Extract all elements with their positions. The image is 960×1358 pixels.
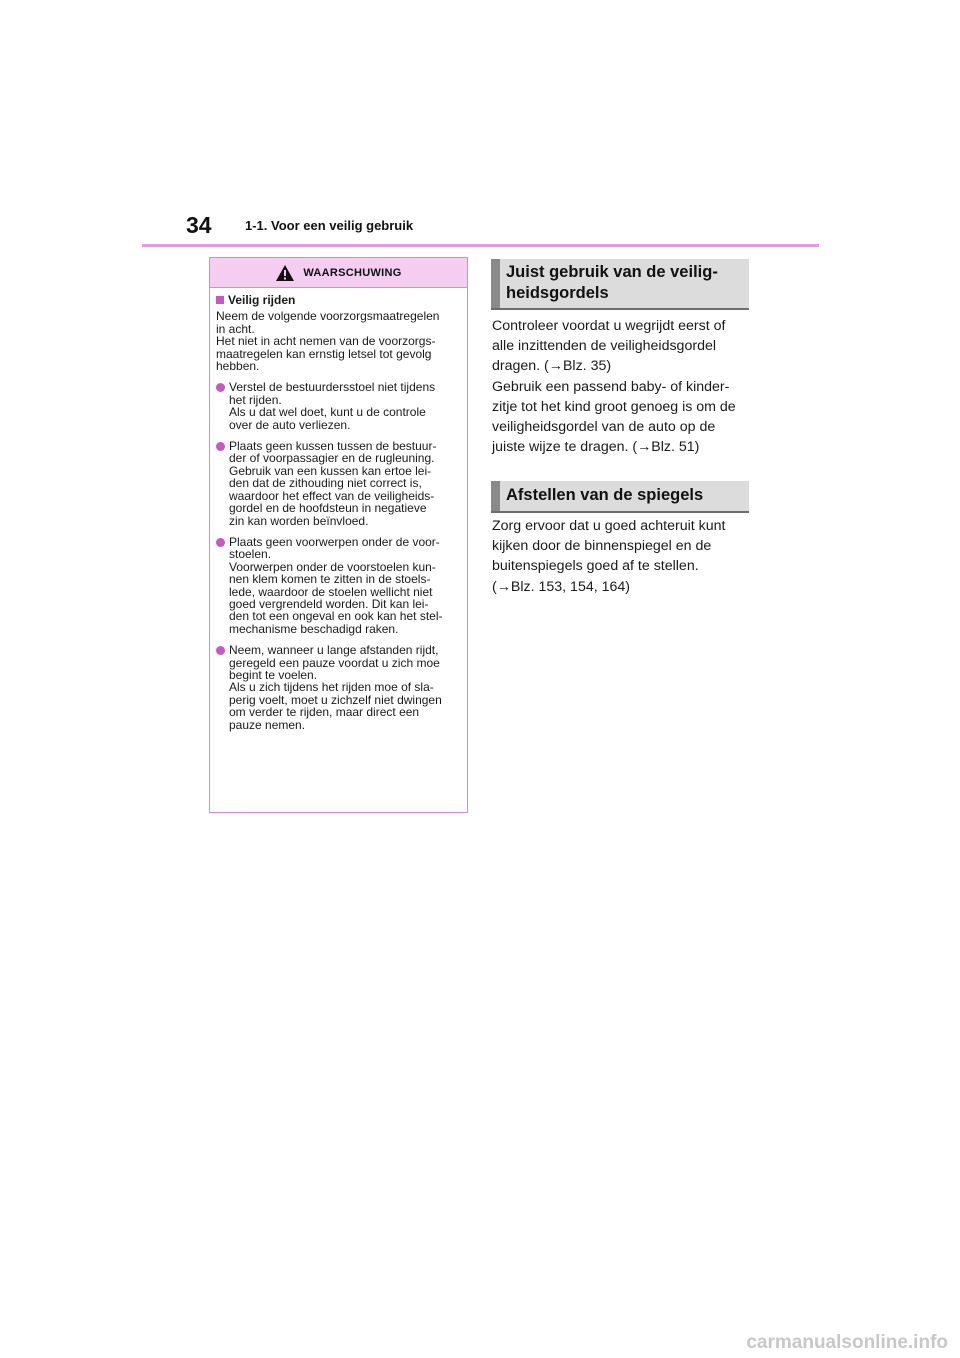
warning-heading [216, 294, 459, 306]
warning-header [210, 258, 467, 288]
body-line: buitenspiegels goed af te stellen. [492, 558, 699, 575]
warning-box [209, 257, 468, 813]
round-bullet-icon [216, 646, 225, 655]
round-bullet-icon [216, 538, 225, 547]
body-line: (→Blz. 153, 154, 164) [492, 578, 631, 595]
body-line: veiligheidsgordel van de auto op de [492, 419, 716, 436]
section-title: 1-1. Voor een veilig gebruik [245, 218, 414, 233]
warning-body [210, 288, 467, 731]
body-line: dragen. (→Blz. 35) [492, 358, 612, 375]
warning-list-item [216, 440, 459, 527]
warning-list-item [216, 536, 459, 635]
body-line: zitje tot het kind groot genoeg is om de [492, 398, 736, 415]
body-line: kijken door de binnenspiegel en de [492, 538, 712, 555]
round-bullet-icon [216, 383, 225, 392]
warning-item-text: Verstel de bestuurdersstoel niet tijdens het rijden. Als u dat wel doet, kunt u de controle over de auto verliezen. [229, 380, 436, 432]
warning-list-item [216, 381, 459, 431]
warning-title: WAARSCHUWING [303, 266, 402, 279]
square-bullet-icon [216, 296, 224, 304]
page-number: 34 [186, 212, 212, 238]
warning-heading-text: Veilig rijden [228, 293, 296, 307]
body-line: Controleer voordat u wegrijdt eerst of [492, 318, 726, 334]
body-line: juiste wijze te dragen. (→Blz. 51) [492, 439, 700, 456]
seatbelt-section-heading: Juist gebruik van de veilig- heidsgordels [491, 259, 749, 308]
warning-intro: Neem de volgende voorzorgsmaatregelen in acht. Het niet in acht nemen van de voorzorgs- maatregelen kan ernstig letsel tot gevolg hebben. [216, 309, 440, 374]
header-divider [142, 244, 819, 247]
warning-item-text: Plaats geen kussen tussen de bestuur- der of voorpassagier en de rugleuning. Gebruik van een kussen kan ertoe lei- den dat de zithouding niet correct is, waardoor het effect van de veiligheids- gordel en de hoofdsteun in negatieve zin kan worden beïnvloed. [229, 439, 437, 528]
warning-item-text: Plaats geen voorwerpen onder de voor- stoelen. Voorwerpen onder de voorstoelen kun- nen klem komen te zitten in de stoels- lede, waardoor de stoelen wellicht niet goed vergrendeld worden. Dit kan lei- den tot een ongeval en ook kan het stel- mechanisme beschadigd raken. [229, 534, 443, 636]
mirrors-section-heading: Afstellen van de spiegels [491, 481, 749, 511]
mirrors-section-body [492, 516, 760, 597]
body-line: alle inzittenden de veiligheidsgordel [492, 338, 717, 355]
round-bullet-icon [216, 442, 225, 451]
warning-triangle-icon [275, 264, 295, 282]
warning-list-item [216, 644, 459, 731]
body-line: Zorg ervoor dat u goed achteruit kunt [492, 518, 726, 534]
warning-item-text: Neem, wanneer u lange afstanden rijdt, geregeld een pauze voordat u zich moe begint te voelen. Als u zich tijdens het rijden moe of sla- perig voelt, moet u zichzelf niet dwingen om verder te rijden, maar direct een pauze nemen. [229, 643, 442, 732]
body-line: Gebruik een passend baby- of kinder- [492, 378, 730, 395]
watermark: carmanualsonline.info [746, 1332, 948, 1353]
seatbelt-section-body [492, 316, 760, 457]
